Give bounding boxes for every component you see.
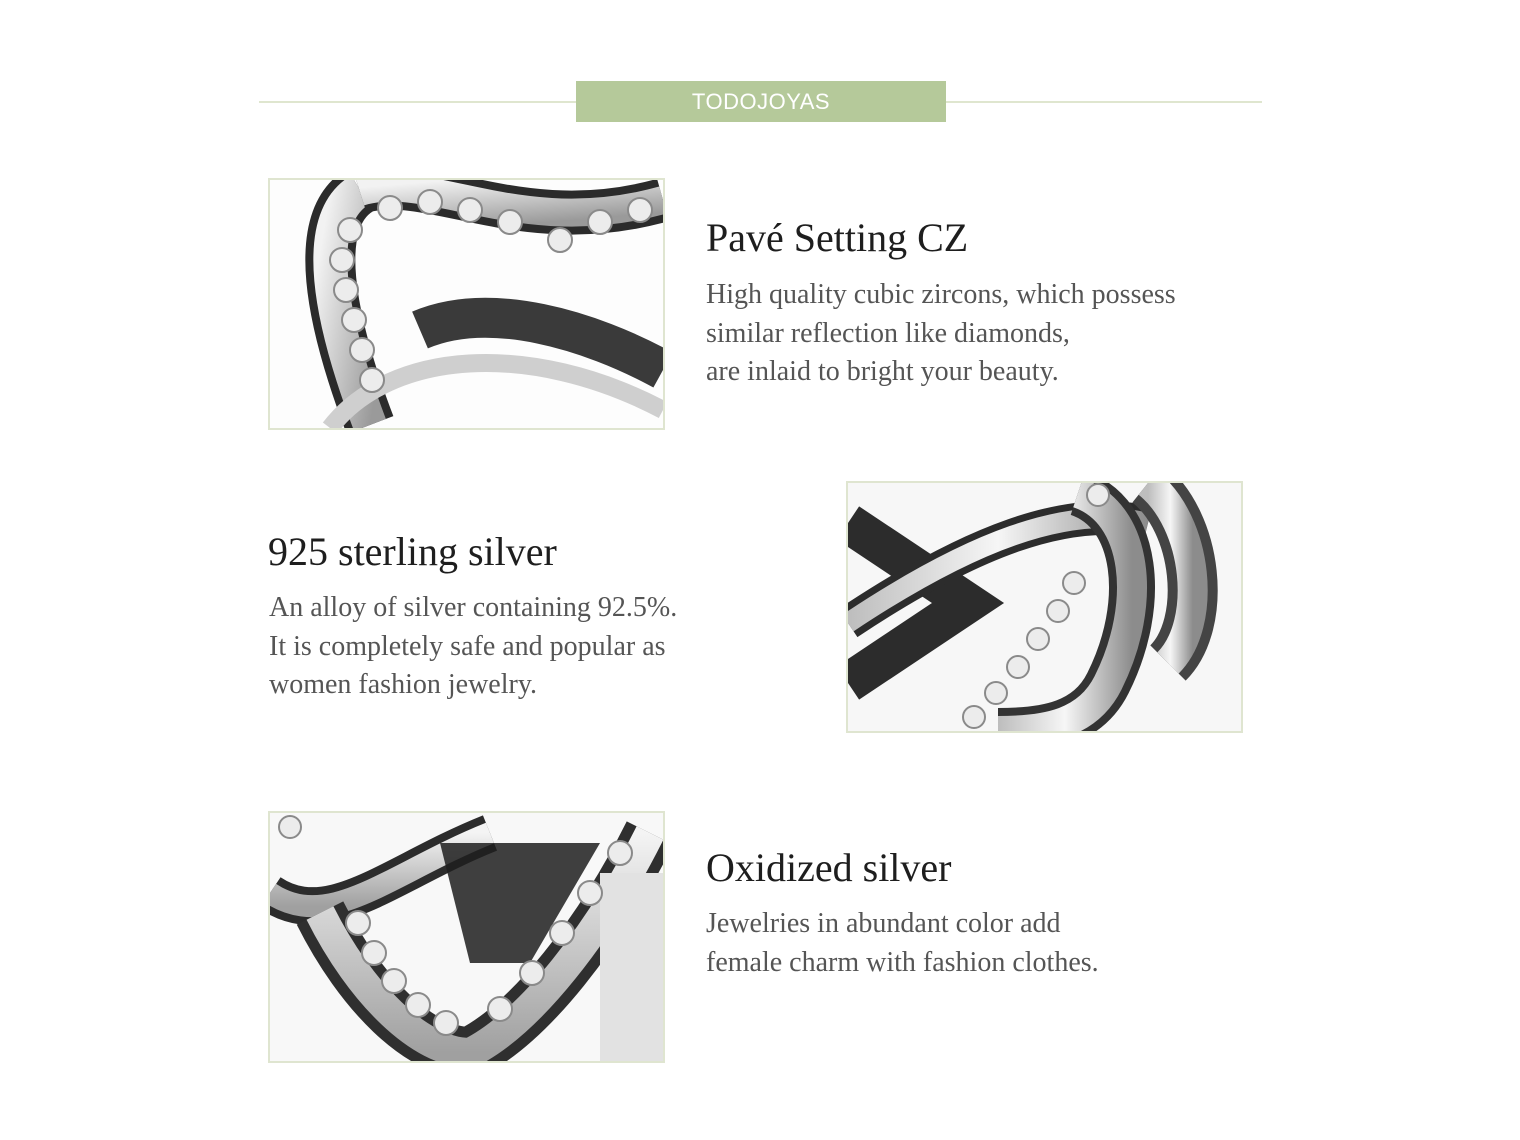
header-divider-left <box>259 101 576 103</box>
description-line: women fashion jewelry. <box>269 669 537 700</box>
feature-title-pave-setting: Pavé Setting CZ <box>706 215 969 260</box>
description-line: are inlaid to bright your beauty. <box>706 356 1059 387</box>
feature-title-oxidized-silver: Oxidized silver <box>706 845 952 890</box>
description-line: similar reflection like diamonds, <box>706 317 1070 349</box>
header-divider-right <box>946 101 1262 103</box>
description-line: High quality cubic zircons, which possess <box>706 279 1176 310</box>
product-image-sterling-silver <box>846 481 1243 733</box>
feature-title-sterling-silver: 925 sterling silver <box>268 529 557 574</box>
product-image-pave-setting <box>268 178 665 430</box>
feature-description-sterling-silver <box>269 589 677 705</box>
description-line: It is completely safe and popular as <box>269 630 666 662</box>
brand-label: TODOJOYAS <box>576 81 946 122</box>
feature-description-oxidized-silver <box>706 905 1099 982</box>
product-image-oxidized-silver <box>268 811 665 1063</box>
description-line: Jewelries in abundant color add <box>706 908 1061 939</box>
description-line: An alloy of silver containing 92.5%. <box>269 592 678 623</box>
description-line: female charm with fashion clothes. <box>706 946 1099 978</box>
feature-description-pave-setting <box>706 276 1176 392</box>
